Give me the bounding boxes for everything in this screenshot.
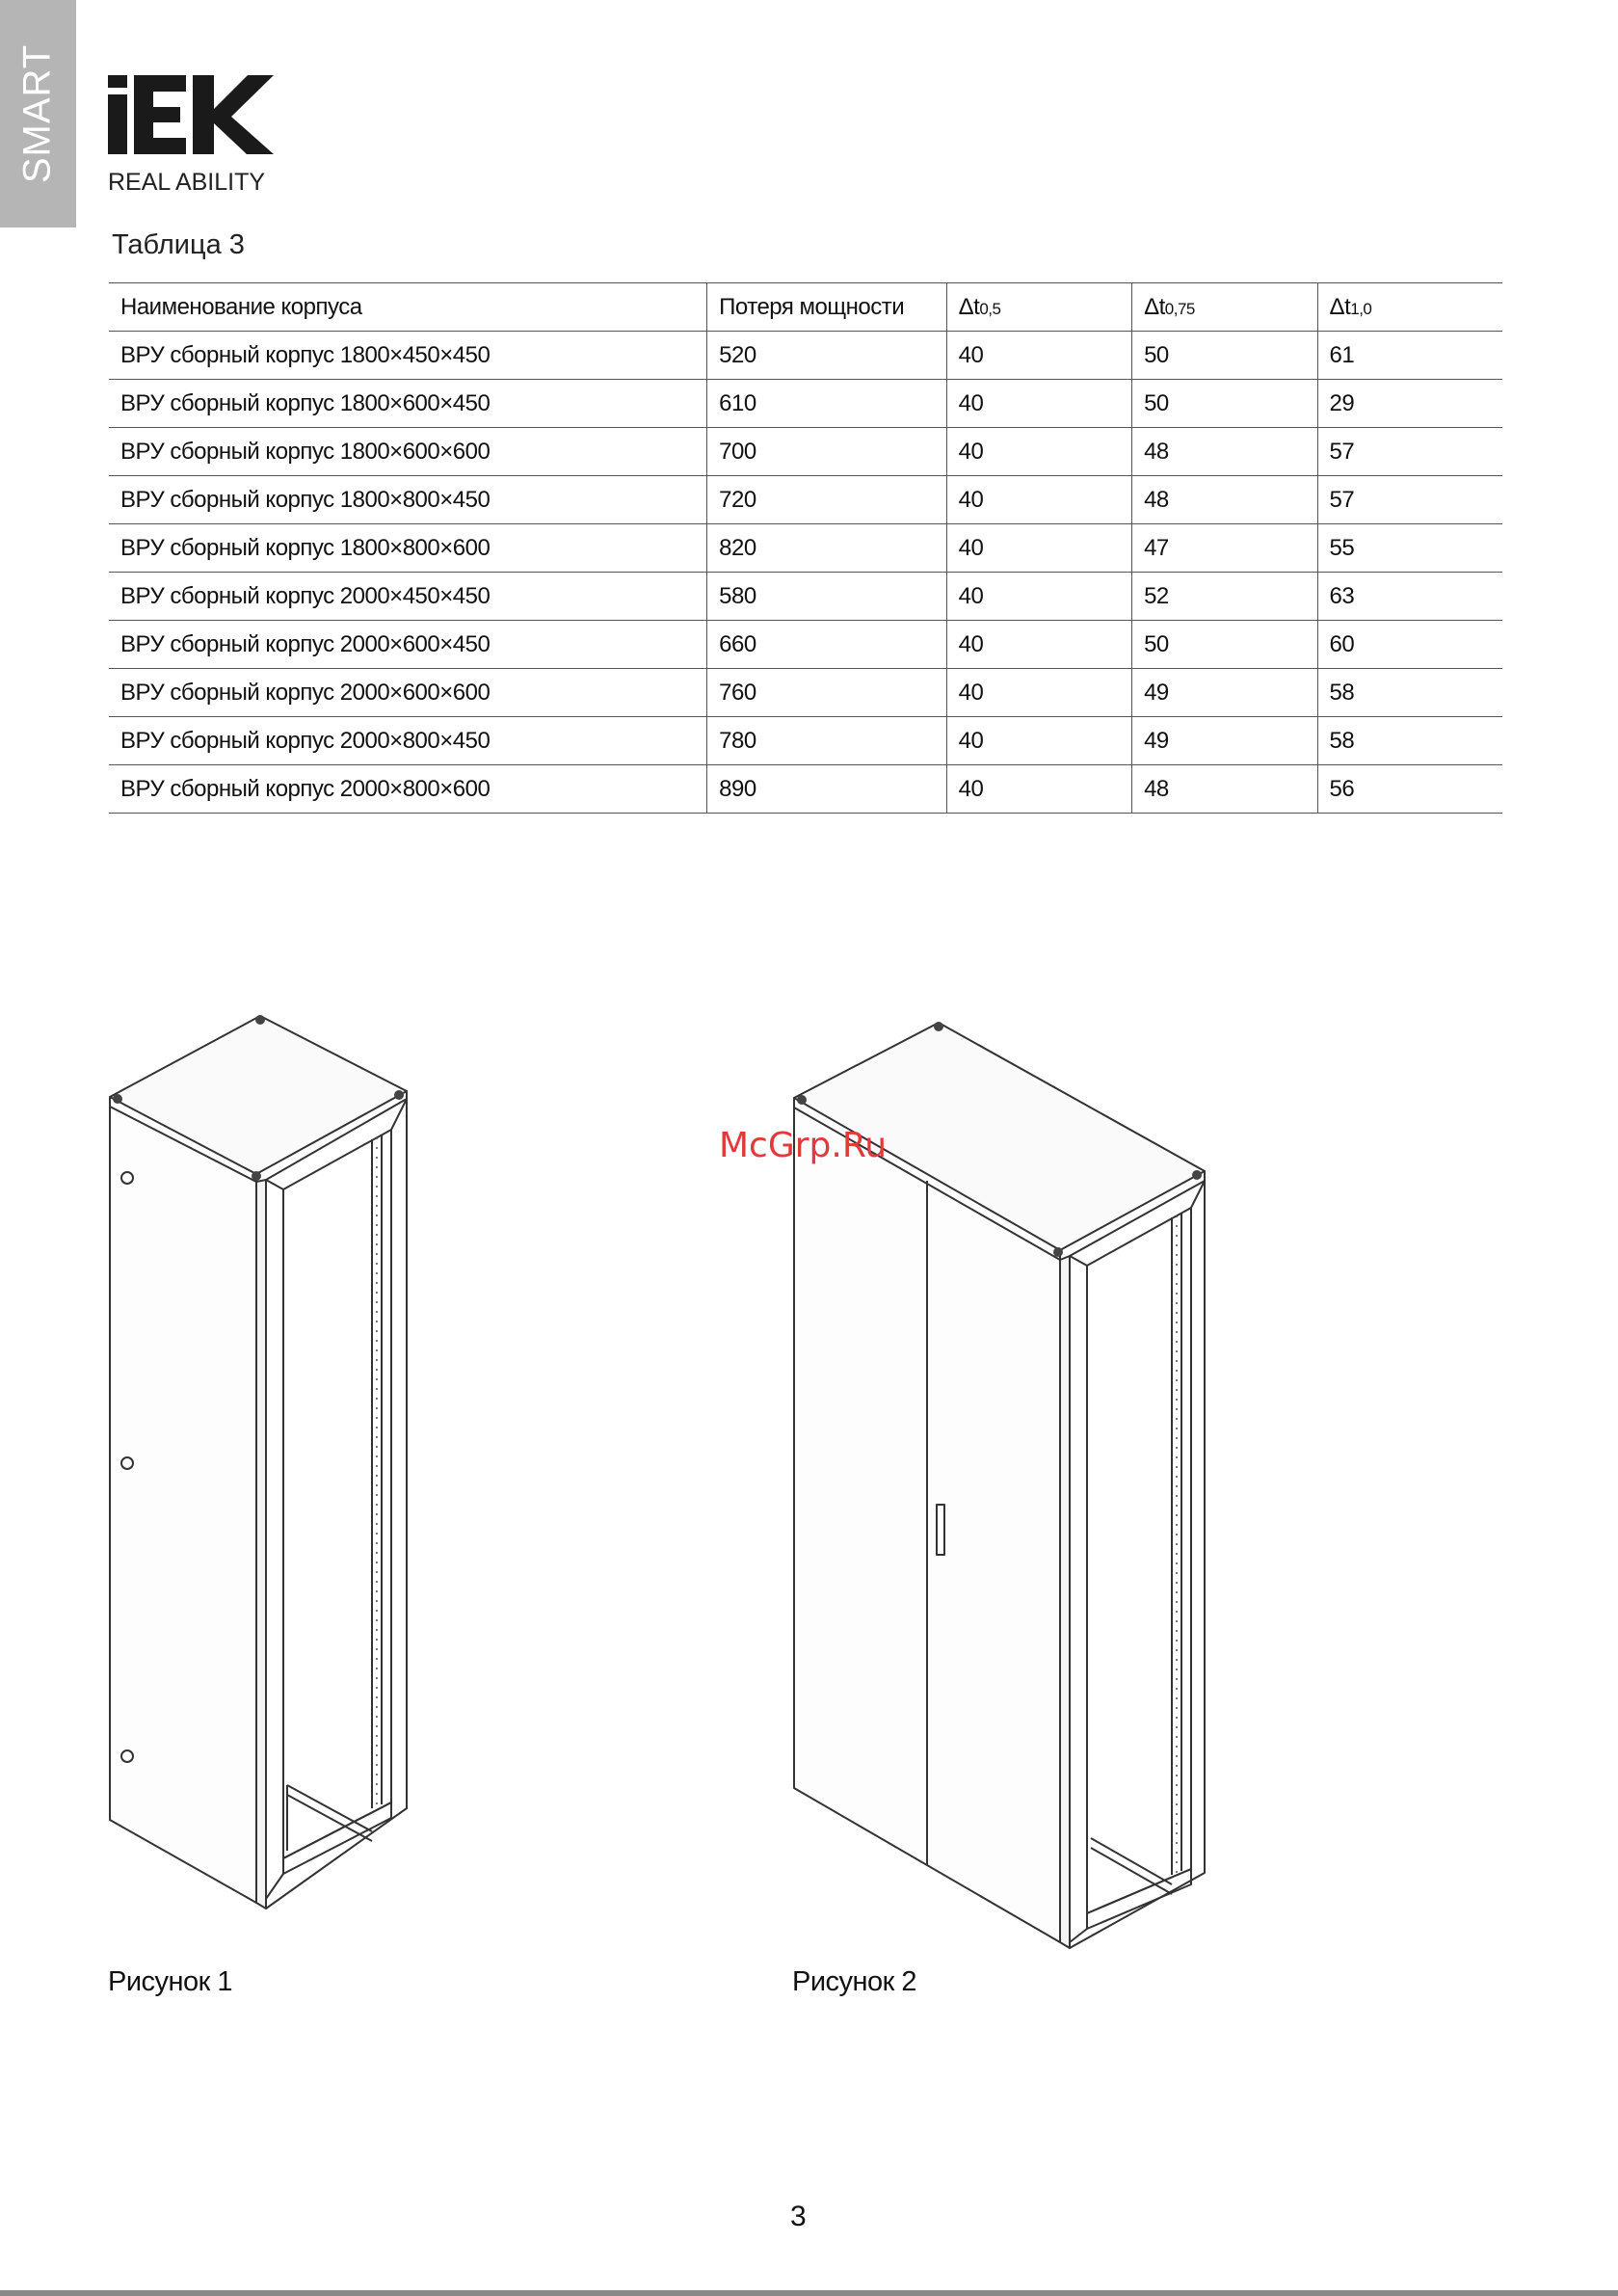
cell-dt075: 47 <box>1132 524 1317 573</box>
cell-dt075: 50 <box>1132 621 1317 669</box>
bottom-rule <box>0 2290 1618 2296</box>
cell-dt10: 56 <box>1317 765 1502 814</box>
cell-power-loss: 700 <box>707 428 946 476</box>
table-row <box>109 524 1502 573</box>
cell-dt075: 49 <box>1132 669 1317 717</box>
cell-dt075: 50 <box>1132 332 1317 380</box>
table-row <box>109 765 1502 814</box>
side-tab-label: SMART <box>15 43 59 184</box>
cell-name: ВРУ сборный корпус 2000×800×600 <box>109 765 707 814</box>
table-row <box>109 717 1502 765</box>
cell-power-loss: 720 <box>707 476 946 524</box>
cell-name: ВРУ сборный корпус 2000×600×600 <box>109 669 707 717</box>
logo-tagline: REAL ABILITY <box>108 169 266 196</box>
table-row <box>109 380 1502 428</box>
cell-name: ВРУ сборный корпус 1800×800×600 <box>109 524 707 573</box>
cell-dt075: 48 <box>1132 765 1317 814</box>
cell-dt10: 57 <box>1317 476 1502 524</box>
header-power-loss: Потеря мощности <box>707 283 946 332</box>
cell-name: ВРУ сборный корпус 2000×800×450 <box>109 717 707 765</box>
cell-dt075: 48 <box>1132 428 1317 476</box>
iek-logo <box>108 75 274 154</box>
cell-name: ВРУ сборный корпус 1800×800×450 <box>109 476 707 524</box>
figure-2-caption: Рисунок 2 <box>792 1966 917 1997</box>
table-row <box>109 332 1502 380</box>
cell-dt075: 50 <box>1132 380 1317 428</box>
cell-dt075: 49 <box>1132 717 1317 765</box>
cell-power-loss: 520 <box>707 332 946 380</box>
cell-power-loss: 820 <box>707 524 946 573</box>
cell-dt05: 40 <box>946 476 1131 524</box>
cell-dt05: 40 <box>946 717 1131 765</box>
cell-dt075: 52 <box>1132 573 1317 621</box>
cell-power-loss: 610 <box>707 380 946 428</box>
cell-dt05: 40 <box>946 621 1131 669</box>
cell-dt05: 40 <box>946 428 1131 476</box>
cell-dt10: 60 <box>1317 621 1502 669</box>
table-row <box>109 428 1502 476</box>
cell-dt05: 40 <box>946 669 1131 717</box>
cell-dt10: 55 <box>1317 524 1502 573</box>
table-row <box>109 669 1502 717</box>
cell-name: ВРУ сборный корпус 1800×600×600 <box>109 428 707 476</box>
cell-dt10: 63 <box>1317 573 1502 621</box>
watermark: McGrp.Ru <box>719 1126 888 1165</box>
header-dt10: Δt1,0 <box>1317 283 1502 332</box>
cell-dt075: 48 <box>1132 476 1317 524</box>
cell-dt10: 57 <box>1317 428 1502 476</box>
cell-name: ВРУ сборный корпус 1800×600×450 <box>109 380 707 428</box>
table-caption: Таблица 3 <box>112 229 245 260</box>
cell-dt05: 40 <box>946 765 1131 814</box>
cell-dt05: 40 <box>946 573 1131 621</box>
table-header-row <box>109 283 1502 332</box>
header-dt05: Δt0,5 <box>946 283 1131 332</box>
table-row <box>109 476 1502 524</box>
cell-power-loss: 890 <box>707 765 946 814</box>
table-row <box>109 621 1502 669</box>
cell-power-loss: 660 <box>707 621 946 669</box>
cell-dt10: 61 <box>1317 332 1502 380</box>
side-tab <box>0 0 76 227</box>
cell-power-loss: 780 <box>707 717 946 765</box>
cell-dt10: 58 <box>1317 669 1502 717</box>
cell-dt05: 40 <box>946 380 1131 428</box>
figure-1-caption: Рисунок 1 <box>108 1966 233 1997</box>
table-row <box>109 573 1502 621</box>
header-dt075: Δt0,75 <box>1132 283 1317 332</box>
header-name: Наименование корпуса <box>109 283 707 332</box>
page-number: 3 <box>790 2201 807 2232</box>
cell-dt10: 29 <box>1317 380 1502 428</box>
cell-name: ВРУ сборный корпус 1800×450×450 <box>109 332 707 380</box>
data-table <box>109 282 1502 814</box>
cell-power-loss: 580 <box>707 573 946 621</box>
cell-dt05: 40 <box>946 332 1131 380</box>
cell-dt05: 40 <box>946 524 1131 573</box>
cell-power-loss: 760 <box>707 669 946 717</box>
cell-name: ВРУ сборный корпус 2000×600×450 <box>109 621 707 669</box>
cell-dt10: 58 <box>1317 717 1502 765</box>
cell-name: ВРУ сборный корпус 2000×450×450 <box>109 573 707 621</box>
figure-1-cabinet-drawing <box>96 1002 424 1918</box>
